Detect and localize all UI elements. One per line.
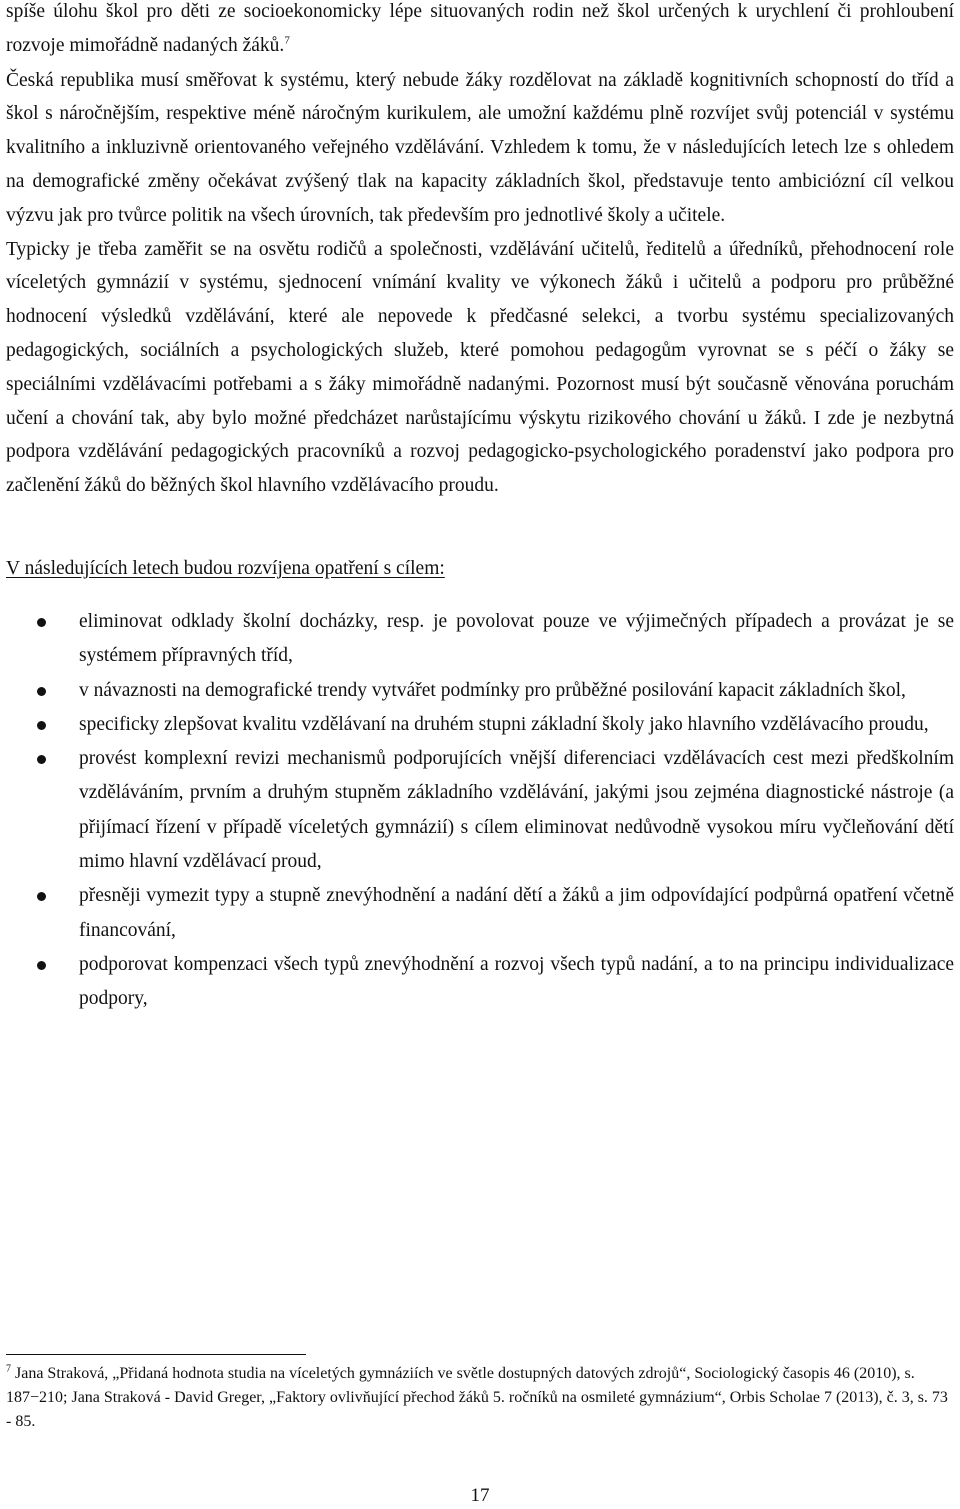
list-item-text: podporovat kompenzaci všech typů znevýhodnění a rozvoj všech typů nadání, a to na principu individualizace podpory, [79,953,954,1010]
list-item [6,674,954,708]
list-item-text: v návaznosti na demografické trendy vytvářet podmínky pro průběžné posilování kapacit základních škol, [79,679,906,701]
footnote-separator [6,1354,306,1355]
list-item [6,708,954,742]
bullet-icon [37,618,46,627]
paragraph-2: Česká republika musí směřovat k systému, který nebude žáky rozdělovat na základě kognitivních schopností do tříd a škol s náročnějším, respektive méně náročným kurikulem, ale umožní každému plně rozvíjet svůj potenciál v systému kvalitního a inkluzivně orientovaného veřejného vzdělávání. Vzhledem k tomu, že v následujících letech lze s ohledem na demografické změny očekávat zvýšený tlak na kapacity základních škol, představuje tento ambiciózní cíl velkou výzvu jak pro tvůrce politik na všech úrovních, tak především pro jednotlivé školy a učitele. [6,69,954,226]
bullet-icon [37,755,46,764]
footnote [6,1362,954,1434]
document-page [6,0,954,1017]
list-item [6,948,954,1017]
footnote-reference: 7 [284,34,290,47]
bullet-icon [37,892,46,901]
footnote-number: 7 [6,1363,11,1375]
paragraph-3: Typicky je třeba zaměřit se na osvětu rodičů a společnosti, vzdělávání učitelů, ředitelů a úředníků, přehodnocení role víceletých gymnázií v systému, sjednocení vnímání kvality ve výkonech žáků i učitelů a podporu pro průběžné hodnocení výsledků vzdělávání, které ale nepovede k předčasné selekci, a tvorbu systému specializovaných pedagogických, sociálních a psychologických služeb, které pomohou pedagogům vyrovnat se s péčí o žáky se speciálními vzdělávacími potřebami a s žáky mimořádně nadanými. Pozornost musí být současně věnována poruchám učení a chování tak, aby bylo možné předcházet narůstajícímu výskytu rizikového chování u žáků. I zde je nezbytná podpora vzdělávání pedagogických pracovníků a rozvoj pedagogicko-psychologického poradenství jako podpora pro začlenění žáků do běžných škol hlavního vzdělávacího proudu. [6,238,954,497]
section-heading: V následujících letech budou rozvíjena opatření s cílem: [6,557,445,579]
bullet-icon [37,687,46,696]
list-item-text: provést komplexní revizi mechanismů podporujících vnější diferenciaci vzdělávacích cest mezi předškolním vzděláváním, prvním a druhým stupněm základního vzdělávání, jakými jsou zejména diagnostické nástroje (a přijímací řízení v případě víceletých gymnázií) s cílem eliminovat nedůvodně vysokou míru vyčleňování dětí mimo hlavní vzdělávací proud, [79,748,954,873]
bullet-icon [37,721,46,730]
bullet-icon [37,961,46,970]
footnote-text: Jana Straková, „Přidaná hodnota studia na víceletých gymnáziích ve světle dostupných datových zdrojů“, Sociologický časopis 46 (2010), s. 187−210; Jana Straková - David Greger, „Faktory ovlivňující přechod žáků 5. ročníků na osmileté gymnázium“, Orbis Scholae 7 (2013), č. 3, s. 73 - 85. [6,1365,948,1430]
measures-list [6,605,954,1017]
list-item-text: přesněji vymezit typy a stupně znevýhodnění a nadání dětí a žáků a jim odpovídající podpůrná opatření včetně financování, [79,885,954,941]
page-number: 17 [470,1485,490,1506]
paragraph-1-text: spíše úlohu škol pro děti ze socioekonomicky lépe situovaných rodin než škol určených k urychlení či prohloubení rozvoje mimořádně nadaných žáků. [6,1,954,56]
paragraph-1 [6,0,954,63]
list-item-text: specificky zlepšovat kvalitu vzdělávaní na druhém stupni základní školy jako hlavního vzdělávacího proudu, [79,713,929,735]
list-item [6,605,954,674]
list-item [6,742,954,879]
list-item [6,879,954,948]
list-item-text: eliminovat odklady školní docházky, resp. je povolovat pouze ve výjimečných případech a provázat je se systémem přípravných tříd, [79,610,954,667]
